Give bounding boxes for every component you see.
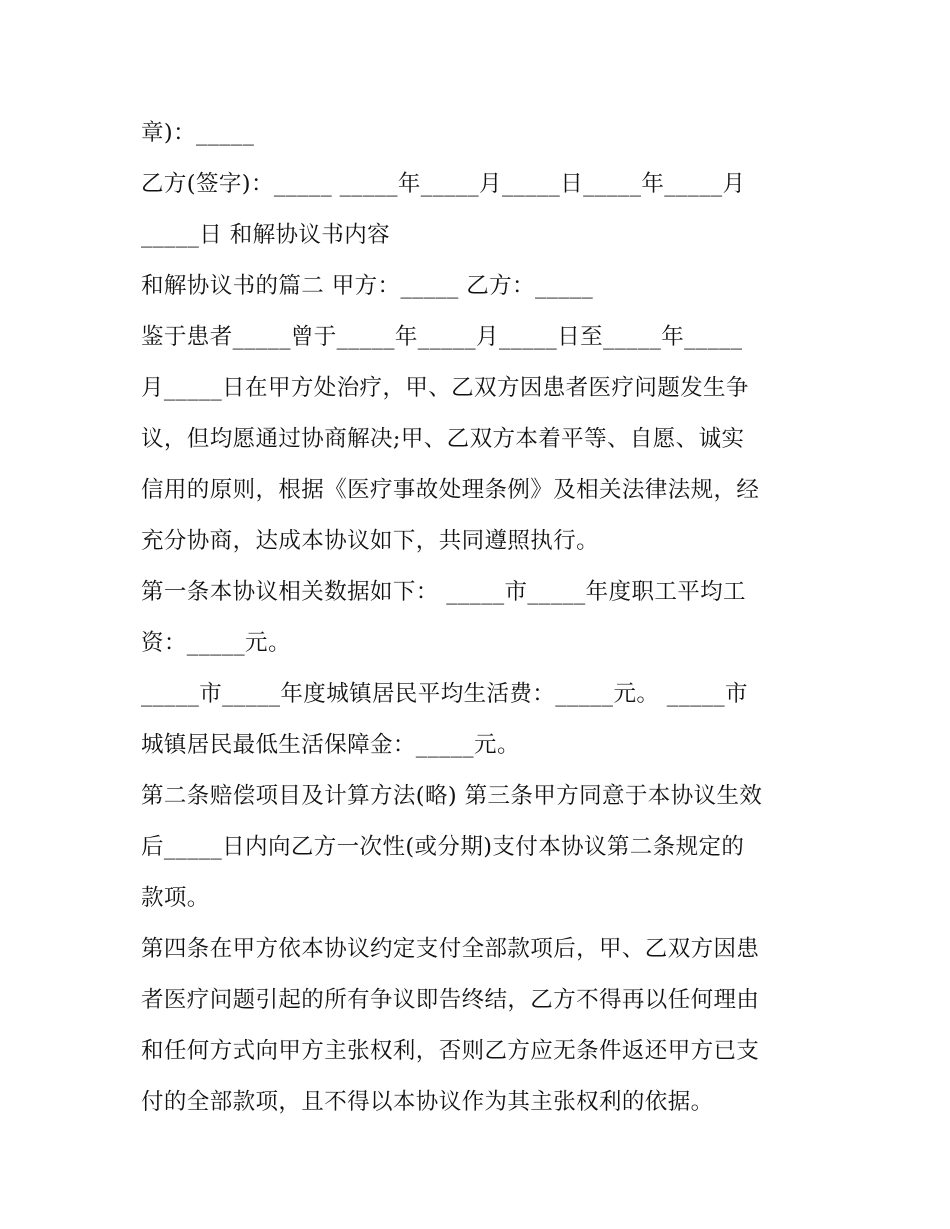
text-line: 和解协议书的篇二 甲方：_____ 乙方：_____	[141, 273, 594, 299]
text-line: 第二条赔偿项目及计算方法(略) 第三条甲方同意于本协议生效	[141, 783, 763, 809]
text-line: 第四条在甲方依本协议约定支付全部款项后，甲、乙双方因患	[141, 936, 760, 962]
text-line: 款项。	[141, 885, 210, 911]
text-line: _____市_____年度城镇居民平均生活费：_____元。 _____市	[141, 681, 748, 707]
text-line: 议，但均愿通过协商解决;甲、乙双方本着平等、自愿、诚实	[141, 426, 745, 452]
text-line: 月_____日在甲方处治疗，甲、乙双方因患者医疗问题发生争	[141, 375, 749, 401]
text-line: 充分协商，达成本协议如下，共同遵照执行。	[141, 528, 600, 554]
text-line: 章)：_____	[141, 120, 255, 146]
text-line: 信用的原则，根据《医疗事故处理条例》及相关法律法规，经	[141, 477, 760, 503]
text-line: 资：_____元。	[141, 630, 291, 656]
text-line: 城镇居民最低生活保障金：_____元。	[141, 732, 520, 758]
text-line: 乙方(签字)：_____ _____年_____月_____日_____年_____月	[141, 171, 746, 197]
text-line: 第一条本协议相关数据如下： _____市_____年度职工平均工	[141, 579, 746, 605]
text-line: 付的全部款项，且不得以本协议作为其主张权利的依据。	[141, 1089, 714, 1115]
text-line: 后_____日内向乙方一次性(或分期)支付本协议第二条规定的	[141, 834, 745, 860]
text-line: _____日 和解协议书内容	[141, 222, 391, 248]
text-line: 者医疗问题引起的所有争议即告终结，乙方不得再以任何理由	[141, 987, 760, 1013]
text-line: 鉴于患者_____曾于_____年_____月_____日至_____年_____	[141, 324, 743, 350]
document-body	[141, 108, 821, 1128]
text-line: 和任何方式向甲方主张权利，否则乙方应无条件返还甲方已支	[141, 1038, 760, 1064]
